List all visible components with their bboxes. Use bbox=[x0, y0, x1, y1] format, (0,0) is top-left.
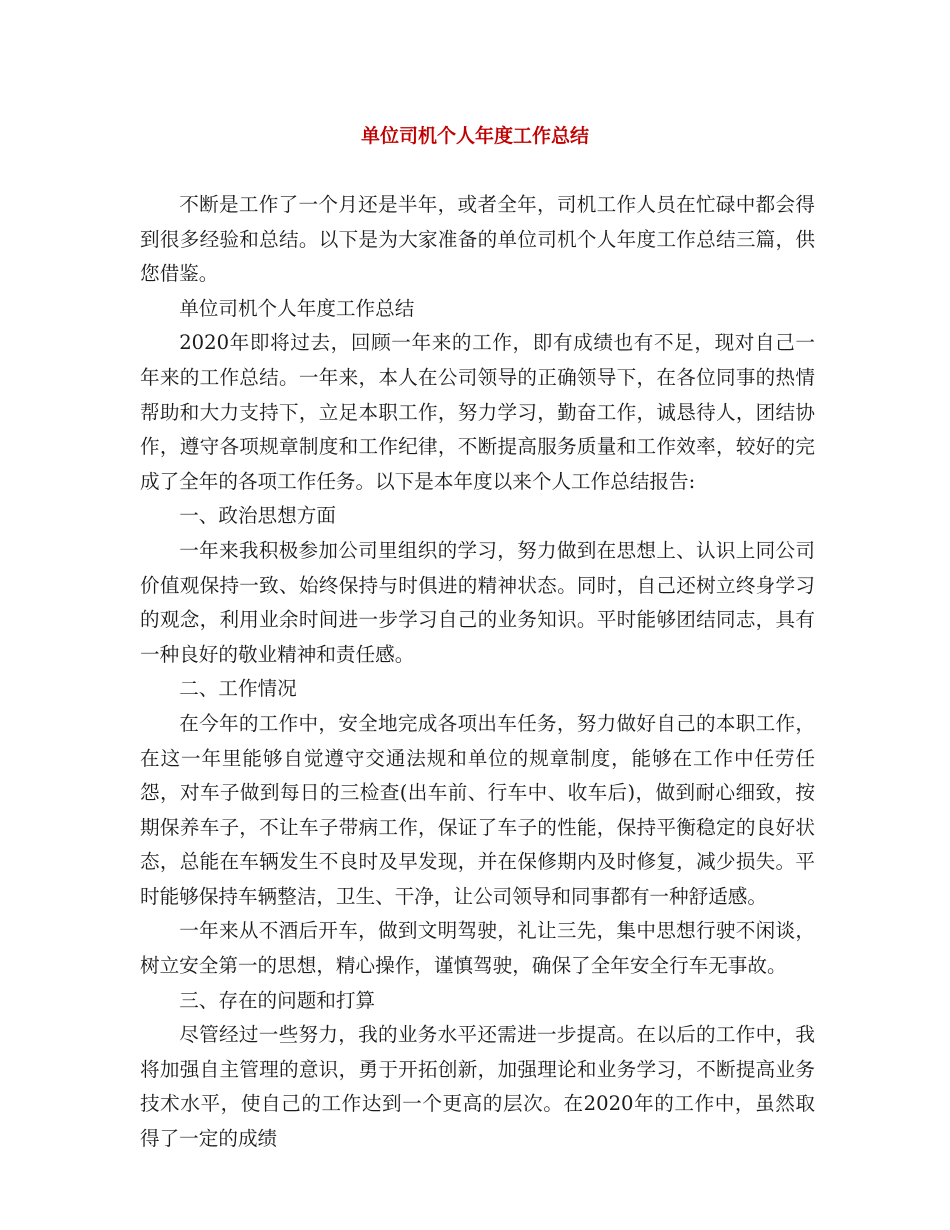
section-heading: 二、工作情况 bbox=[179, 677, 297, 701]
body-paragraph: 一年来从不酒后开车，做到文明驾驶，礼让三先，集中思想行驶不闲谈，树立安全第一的思想，精心操作，谨慎驾驶，确保了全年安全行车无事故。 bbox=[140, 919, 815, 978]
body-paragraph: 在今年的工作中，安全地完成各项出车任务，努力做好自己的本职工作，在这一年里能够自觉遵守交通法规和单位的规章制度，能够在工作中任劳任怨，对车子做到每日的三检查(出车前、行车中、收车后)，做到耐心细致，按期保养车子，不让车子带病工作，保证了车子的性能，保持平衡稳定的良好状态，总能在车辆发生不良时及早发现，并在保修期内及时修复，减少损失。平时能够保持车辆整洁，卫生、干净，让公司领导和同事都有一种舒适感。 bbox=[140, 711, 815, 908]
document-title: 单位司机个人年度工作总结 bbox=[360, 125, 589, 147]
body-paragraph: 尽管经过一些努力，我的业务水平还需进一步提高。在以后的工作中，我将加强自主管理的意识，勇于开拓创新，加强理论和业务学习，不断提高业务技术水平，使自己的工作达到一个更高的层次。在2020年的工作中，虽然取得了一定的成绩 bbox=[140, 1023, 815, 1151]
subtitle-paragraph: 单位司机个人年度工作总结 bbox=[179, 296, 415, 320]
document-body bbox=[140, 188, 815, 1157]
section-heading: 一、政治思想方面 bbox=[179, 504, 336, 528]
body-paragraph: 一年来我积极参加公司里组织的学习，努力做到在思想上、认识上同公司价值观保持一致、始终保持与时俱进的精神状态。同时，自己还树立终身学习的观念，利用业余时间进一步学习自己的业务知识。平时能够团结同志，具有一种良好的敬业精神和责任感。 bbox=[140, 538, 815, 666]
body-paragraph: 2020年即将过去，回顾一年来的工作，即有成绩也有不足，现对自己一年来的工作总结。一年来，本人在公司领导的正确领导下，在各位同事的热情帮助和大力支持下，立足本职工作，努力学习，勤奋工作，诚恳待人，团结协作，遵守各项规章制度和工作纪律，不断提高服务质量和工作效率，较好的完成了全年的各项工作任务。以下是本年度以来个人工作总结报告: bbox=[140, 331, 815, 493]
intro-paragraph: 不断是工作了一个月还是半年，或者全年，司机工作人员在忙碌中都会得到很多经验和总结。以下是为大家准备的单位司机个人年度工作总结三篇，供您借鉴。 bbox=[140, 193, 815, 286]
section-heading: 三、存在的问题和打算 bbox=[179, 988, 376, 1012]
